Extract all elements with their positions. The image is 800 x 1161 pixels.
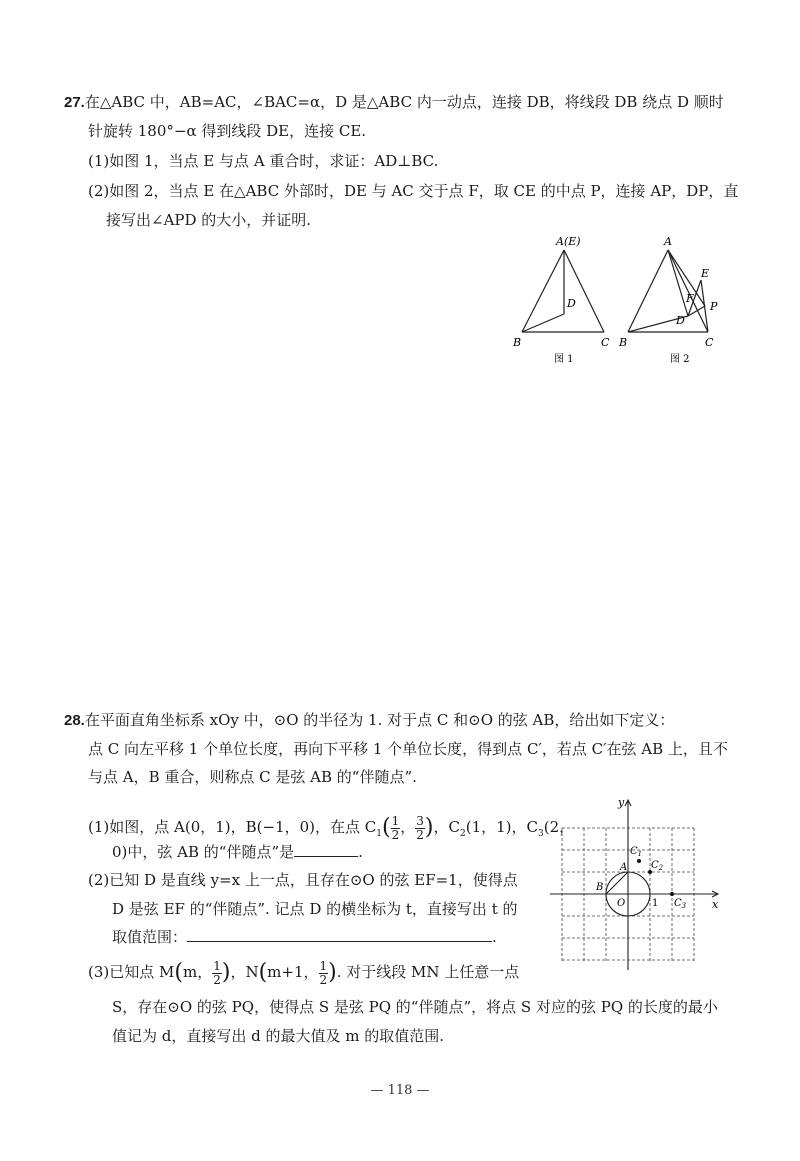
fig2-label-c: C bbox=[705, 336, 714, 349]
q27-part2-line1: (2)如图 2，当点 E 在△ABC 外部时，DE 与 AC 交于点 F，取 CE 的中点 P，连接 AP，DP，直 bbox=[88, 182, 739, 200]
q28-part3-line3: 值记为 d，直接写出 d 的最大值及 m 的取值范围. bbox=[112, 1027, 445, 1045]
label-one: 1 bbox=[652, 898, 659, 909]
q28-part3-line2: S，存在⊙O 的弦 PQ，使得点 S 是弦 PQ 的“伴随点”，将点 S 对应的弦 PQ 的长度的最小 bbox=[112, 998, 718, 1016]
label-c2: $C_2$ bbox=[651, 860, 664, 872]
label-y: y bbox=[618, 796, 625, 809]
label-c1: $C_1$ bbox=[630, 846, 643, 858]
fig2-side-ab bbox=[628, 250, 668, 332]
q28-stem-line3: 与点 A，B 重合，则称点 C 是弦 AB 的“伴随点”. bbox=[88, 768, 417, 786]
fig2-label-p: P bbox=[710, 300, 718, 313]
q27-part1: (1)如图 1，当点 E 与点 A 重合时，求证：AD⊥BC. bbox=[88, 152, 439, 170]
fig2-label-e: E bbox=[701, 267, 710, 280]
q28-part2-line3: 取值范围： . bbox=[112, 928, 497, 946]
label-origin: O bbox=[617, 898, 626, 909]
q28-stem-line2: 点 C 向左平移 1 个单位长度，再向下平移 1 个单位长度，得到点 C′，若点 C′在弦 AB 上，且不 bbox=[88, 740, 728, 758]
q28-part1-line1: (1)如图，点 A(0，1)，B(−1，0)，在点 $C_1$( $\frac{1}{2}$ ， $\frac{3}{2}$ )，$C_2(1$，1)，$C_3(2$， bbox=[88, 813, 575, 842]
q28-part1-line2: 0)中，弦 AB 的“伴随点”是 . bbox=[112, 843, 363, 861]
q28-number: 28. bbox=[64, 712, 85, 729]
label-c3: $C_3$ bbox=[674, 898, 687, 910]
q28-coordinate-grid bbox=[540, 792, 740, 972]
q28-stem-line1: 28.在平面直角坐标系 xOy 中，⊙O 的半径为 1. 对于点 C 和⊙O 的弦 AB，给出如下定义： bbox=[64, 711, 675, 729]
fig2-label-b: B bbox=[619, 336, 628, 349]
fig1-seg-bd bbox=[522, 314, 564, 332]
label-x: x bbox=[712, 898, 719, 911]
point-c3 bbox=[670, 892, 674, 896]
q28-part2-line1: (2)已知 D 是直线 y=x 上一点，且存在⊙O 的弦 EF=1，使得点 bbox=[88, 871, 518, 889]
fig1-label-c: C bbox=[601, 336, 610, 349]
fig1-side-ac bbox=[564, 250, 604, 332]
q27-figure2 bbox=[618, 232, 733, 372]
fig2-label-d: D bbox=[676, 314, 685, 327]
q28-part1-answer-blank[interactable] bbox=[294, 842, 358, 857]
fig2-label-a: A bbox=[664, 235, 672, 248]
point-c1 bbox=[637, 859, 641, 863]
fig1-label-d: D bbox=[567, 297, 576, 310]
q28-part3-line1: (3)已知点 M(m， $\frac{1}{2}$ )，N(m+1， $\frac{1}{2}$ ). 对于线段 MN 上任意一点 bbox=[88, 958, 520, 987]
q27-stem-line2: 针旋转 180°−α 得到线段 DE，连接 CE. bbox=[88, 122, 367, 140]
q28-part2-answer-blank[interactable] bbox=[187, 927, 492, 942]
fig1-side-ab bbox=[522, 250, 564, 332]
label-a: A bbox=[620, 862, 628, 873]
q27-stem-line1: 27.在△ABC 中，AB=AC，∠BAC=α，D 是△ABC 内一动点，连接 DB，将线段 DB 绕点 D 顺时 bbox=[64, 93, 724, 111]
q27-figure1 bbox=[510, 232, 615, 372]
fig1-caption: 图 1 bbox=[554, 354, 574, 365]
label-b: B bbox=[596, 882, 604, 893]
fig1-label-b: B bbox=[513, 336, 522, 349]
page-number: — 118 — bbox=[370, 1083, 430, 1098]
q28-part2-line2: D 是弦 EF 的“伴随点”. 记点 D 的横坐标为 t，直接写出 t 的 bbox=[112, 900, 518, 918]
fig1-label-a: A(E) bbox=[556, 235, 581, 248]
q27-number: 27. bbox=[64, 94, 85, 111]
fig2-caption: 图 2 bbox=[670, 354, 690, 365]
fig2-seg-ad bbox=[668, 250, 688, 316]
fig2-label-f: F bbox=[686, 292, 694, 305]
q27-part2-line2: 接写出∠APD 的大小，并证明. bbox=[106, 211, 312, 229]
